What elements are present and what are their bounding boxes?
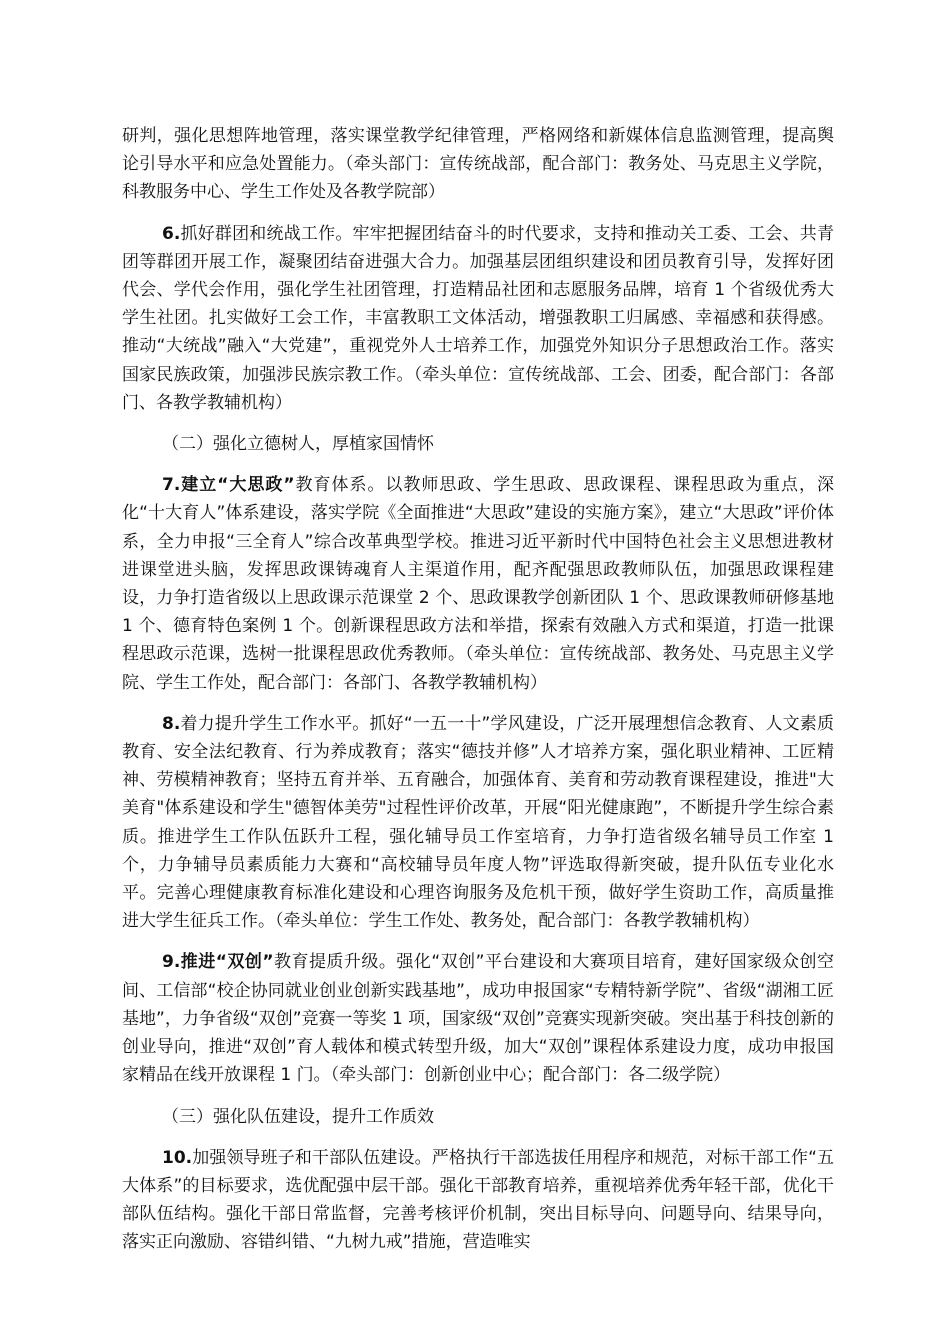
paragraph-8 [122,710,834,936]
paragraph-text: 教育体系。以教师思政、学生思政、思政课程、课程思政为重点，深化“十大育人”体系建设，落实学院《全面推进“大思政”建设的实施方案》，建立“大思政”评价体系，全力申报“三全育人”综合改革典型学校。推进习近平新时代中国特色社会主义思想进教材进课堂进头脑，发挥思政课铸魂育人主渠道作用，配齐配强思政教师队伍，加强思政课程建设，力争打造省级以上思政课示范课堂 2 个、思政课教学创新团队 1 个、思政课教师研修基地 1 个、德育特色案例 1 个。创新课程思政方法和举措，探索有效融入方式和渠道，打造一批课程思政示范课，选树一批课程思政优秀教师。（牵头单位：宣传统战部、教务处、马克思主义学院、学生工作处，配合部门：各部门、各教学教辅机构） [122,475,834,693]
paragraph-text: 教育提质升级。强化“双创”平台建设和大赛项目培育，建好国家级众创空间、工信部“校企协同就业创业创新实践基地”，成功申报国家“专精特新学院”、省级“湖湘工匠基地”，力争省级“双创”竞赛一等奖 1 项，国家级“双创”竞赛实现新突破。突出基于科技创新的创业导向，推进“双创”育人载体和模式转型升级，加大“双创”课程体系建设力度，成功申报国家精品在线开放课程 1 门。（牵头部门：创新创业中心；配合部门：各二级学院） [122,952,834,1086]
section-heading-text: （三）强化队伍建设，提升工作质效 [162,1106,434,1127]
section-heading-2 [122,430,834,458]
item-number: 7.建立“大思政” [162,475,295,496]
item-number: 9.推进“双创” [162,952,274,973]
paragraph-text: 抓好群团和统战工作。牢牢把握团结奋斗的时代要求，支持和推动关工委、工会、共青团等群团开展工作，凝聚团结奋进强大合力。加强基层团组织建设和团员教育引导，发挥好团代会、学代会作用，强化学生社团管理，打造精品社团和志愿服务品牌，培育 1 个省级优秀大学生社团。扎实做好工会工作，丰富教职工文体活动，增强教职工归属感、幸福感和获得感。推动“大统战”融入“大党建”，重视党外人士培养工作，加强党外知识分子思想政治工作。落实国家民族政策，加强涉民族宗教工作。（牵头单位：宣传统战部、工会、团委，配合部门：各部门、各教学教辅机构） [122,223,834,413]
item-number: 6. [162,223,181,244]
paragraph-10 [122,1144,834,1257]
paragraph-text: 研判，强化思想阵地管理，落实课堂教学纪律管理，严格网络和新媒体信息监测管理，提高舆论引导水平和应急处置能力。（牵头部门：宣传统战部，配合部门：教务处、马克思主义学院，科教服务中心、学生工作处及各教学院部） [122,126,834,203]
document-page [122,122,834,1270]
paragraph-text: 加强领导班子和干部队伍建设。严格执行干部选拔任用程序和规范，对标干部工作“五大体系”的目标要求，选优配强中层干部。强化干部教育培养，重视培养优秀年轻干部，优化干部队伍结构。强化干部日常监督，完善考核评价机制，突出目标导向、问题导向、结果导向，落实正向激励、容错纠错、“九树九戒”措施，营造唯实 [122,1147,834,1253]
item-number: 10. [162,1147,193,1168]
item-number: 8. [162,713,181,734]
paragraph-text: 着力提升学生工作水平。抓好“一五一十”学风建设，广泛开展理想信念教育、人文素质教育、安全法纪教育、行为养成教育；落实“德技并修”人才培养方案，强化职业精神、工匠精神、劳模精神教育；坚持五育并举、五育融合，加强体育、美育和劳动教育课程建设，推进"大美育"体系建设和学生"德智体美劳"过程性评价改革，开展“阳光健康跑”，不断提升学生综合素质。推进学生工作队伍跃升工程，强化辅导员工作室培育，力争打造省级名辅导员工作室 1 个，力争辅导员素质能力大赛和“高校辅导员年度人物”评选取得新突破，提升队伍专业化水平。完善心理健康教育标准化建设和心理咨询服务及危机干预，做好学生资助工作，高质量推进大学生征兵工作。（牵头单位：学生工作处、教务处，配合部门：各教学教辅机构） [122,713,834,932]
paragraph-6 [122,220,834,417]
section-heading-3 [122,1103,834,1131]
paragraph-9 [122,948,834,1089]
section-heading-text: （二）强化立德树人，厚植家国情怀 [162,434,434,455]
paragraph-5-continued [122,122,834,207]
paragraph-7 [122,471,834,697]
